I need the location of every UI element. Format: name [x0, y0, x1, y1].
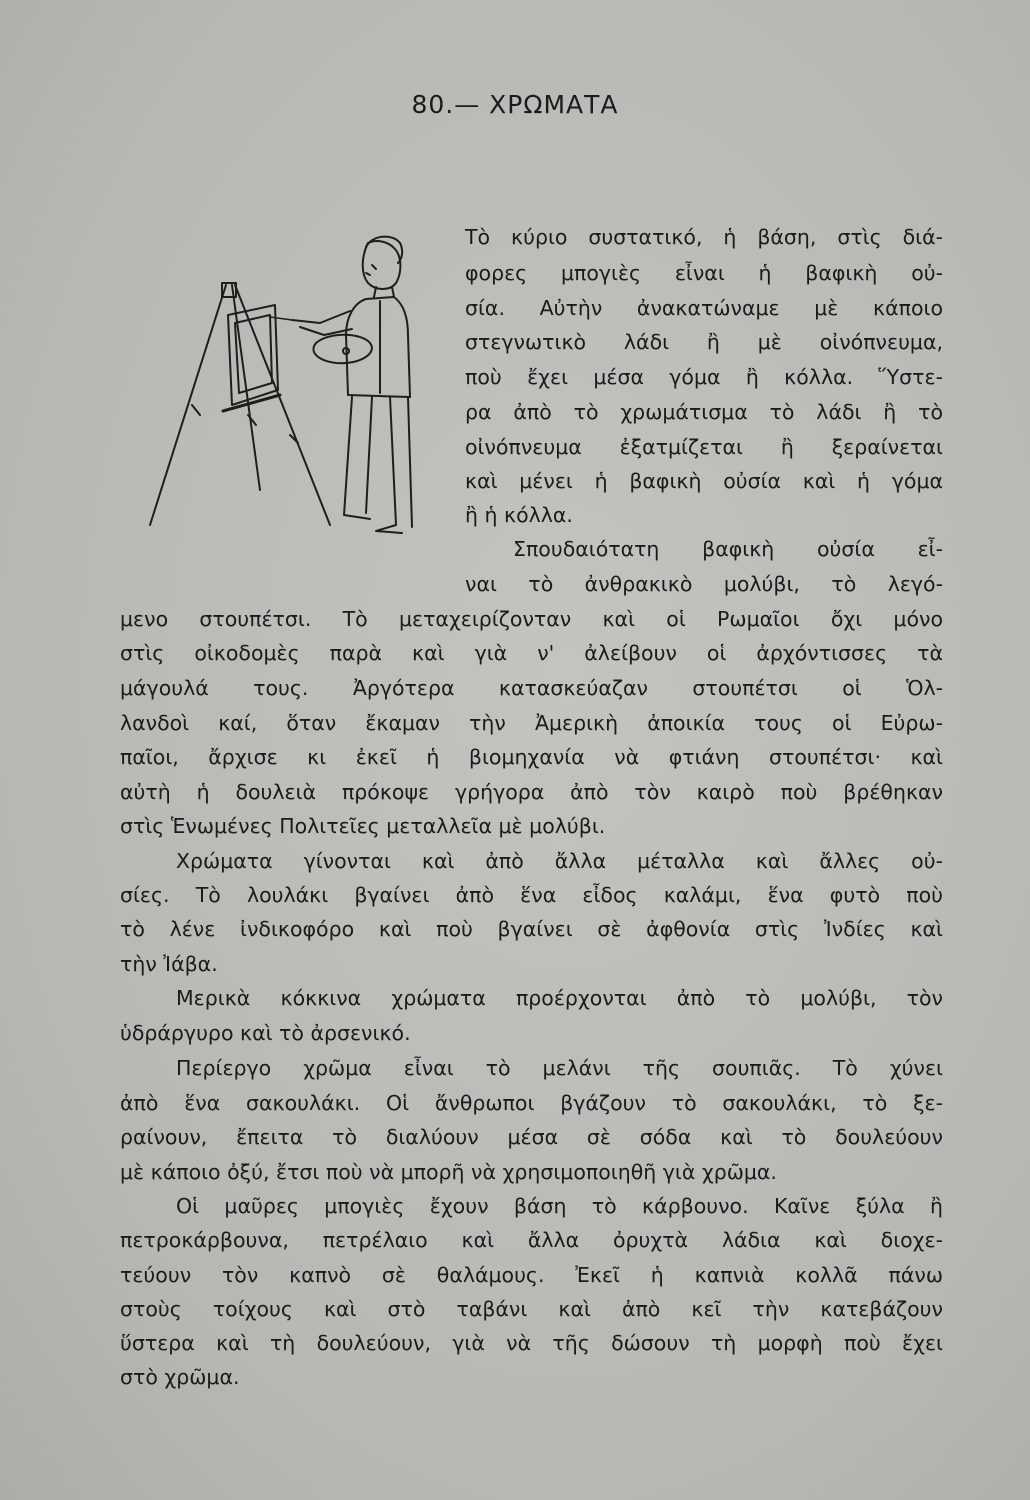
text-line: ἢ ἡ κόλλα. [465, 503, 573, 527]
text-line: αὐτὴ ἡ δουλειὰ πρόκοψε γρήγορα ἀπὸ τὸν καιρὸ ποὺ βρέθηκαν [120, 780, 943, 804]
text-line: λανδοὶ καί, ὅταν ἔκαμαν τὴν Ἀμερικὴ ἀποικία τους οἱ Εὐρω- [120, 711, 943, 735]
text-line: ποὺ ἔχει μέσα γόμα ἢ κόλλα. Ὕστε- [465, 365, 943, 389]
text-line: ἀπὸ ἕνα σακουλάκι. Οἱ ἄνθρωποι βγάζουν τὸ σακουλάκι, τὸ ξε- [120, 1091, 943, 1115]
text-line: Τὸ κύριο συστατικό, ἡ βάση, στὶς διά- [465, 225, 943, 249]
text-line: στεγνωτικὸ λάδι ἢ μὲ οἰνόπνευμα, [465, 330, 943, 354]
text-line: μάγουλά τους. Ἀργότερα κατασκεύαζαν στουπέτσι οἱ Ὁλ- [120, 676, 943, 700]
text-line: στὶς Ἑνωμένες Πολιτεῖες μεταλλεῖα μὲ μολύβι. [120, 814, 606, 838]
text-line: φορες μπογιὲς εἶναι ἡ βαφικὴ οὐ- [465, 261, 943, 285]
text-line: πετροκάρβουνα, πετρέλαιο καὶ ἄλλα ὀρυχτὰ λάδια καὶ διοχε- [120, 1228, 943, 1252]
text-line: μενο στουπέτσι. Τὸ μεταχειρίζονταν καὶ οἱ Ρωμαῖοι ὄχι μόνο [120, 607, 943, 631]
text-line: ὕστερα καὶ τὴ δουλεύουν, γιὰ νὰ τῆς δώσουν τὴ μορφὴ ποὺ ἔχει [120, 1331, 943, 1355]
text-line: στὶς οἰκοδομὲς παρὰ καὶ γιὰ ν' ἀλείβουν οἱ ἀρχόντισσες τὰ [120, 641, 943, 665]
text-line: οἰνόπνευμα ἐξατμίζεται ἢ ξεραίνεται [465, 435, 943, 459]
text-line: Περίεργο χρῶμα εἶναι τὸ μελάνι τῆς σουπιᾶς. Τὸ χύνει [176, 1056, 943, 1080]
page-title: 80.— ΧΡΩΜΑΤΑ [411, 90, 619, 119]
text-line: Μερικὰ κόκκινα χρώματα προέρχονται ἀπὸ τὸ μολύβι, τὸν [176, 986, 943, 1010]
easel-icon [150, 283, 330, 525]
text-line: τεύουν τὸν καπνὸ σὲ θαλάμους. Ἐκεῖ ἡ καπνιὰ κολλᾶ πάνω [120, 1263, 943, 1287]
text-line: μὲ κάποιο ὀξύ, ἔτσι ποὺ νὰ μπορῆ νὰ χρησιμοποιηθῆ γιὰ χρῶμα. [120, 1160, 777, 1184]
text-line: Σπουδαιότατη βαφικὴ οὐσία εἶ- [513, 537, 943, 561]
text-line: σίες. Τὸ λουλάκι βγαίνει ἀπὸ ἕνα εἶδος καλάμι, ἕνα φυτὸ ποὺ [120, 883, 943, 907]
text-line: καὶ μένει ἡ βαφικὴ οὐσία καὶ ἡ γόμα [465, 469, 943, 493]
text-line: Οἱ μαῦρες μπογιὲς ἔχουν βάση τὸ κάρβουνο. Καῖνε ξύλα ἢ [176, 1194, 943, 1218]
text-line: Χρώματα γίνονται καὶ ἀπὸ ἄλλα μέταλλα καὶ ἄλλες οὐ- [176, 849, 943, 873]
text-line: στοὺς τοίχους καὶ στὸ ταβάνι καὶ ἀπὸ κεῖ τὴν κατεβάζουν [120, 1297, 943, 1321]
text-line: ρα ἀπὸ τὸ χρωμάτισμα τὸ λάδι ἢ τὸ [465, 400, 943, 424]
text-line: τὴν Ἰάβα. [120, 952, 218, 976]
text-line: ραίνουν, ἔπειτα τὸ διαλύουν μέσα σὲ σόδα καὶ τὸ δουλεύουν [120, 1125, 943, 1149]
painter-figure [270, 237, 412, 533]
text-line: τὸ λένε ἰνδικοφόρο καὶ ποὺ βγαίνει σὲ ἀφθονία στὶς Ἰνδίες καὶ [120, 917, 943, 941]
text-line: στὸ χρῶμα. [120, 1365, 240, 1389]
text-line: παῖοι, ἄρχισε κι ἐκεῖ ἡ βιομηχανία νὰ φτιάνη στουπέτσι· καὶ [120, 745, 943, 769]
text-line: ὑδράργυρο καὶ τὸ ἀρσενικό. [120, 1021, 411, 1045]
painter-at-easel-illustration [140, 225, 430, 555]
text-line: σία. Αὐτὴν ἀνακατώναμε μὲ κάποιο [465, 296, 943, 320]
text-line: ναι τὸ ἀνθρακικὸ μολύβι, τὸ λεγό- [465, 572, 943, 596]
